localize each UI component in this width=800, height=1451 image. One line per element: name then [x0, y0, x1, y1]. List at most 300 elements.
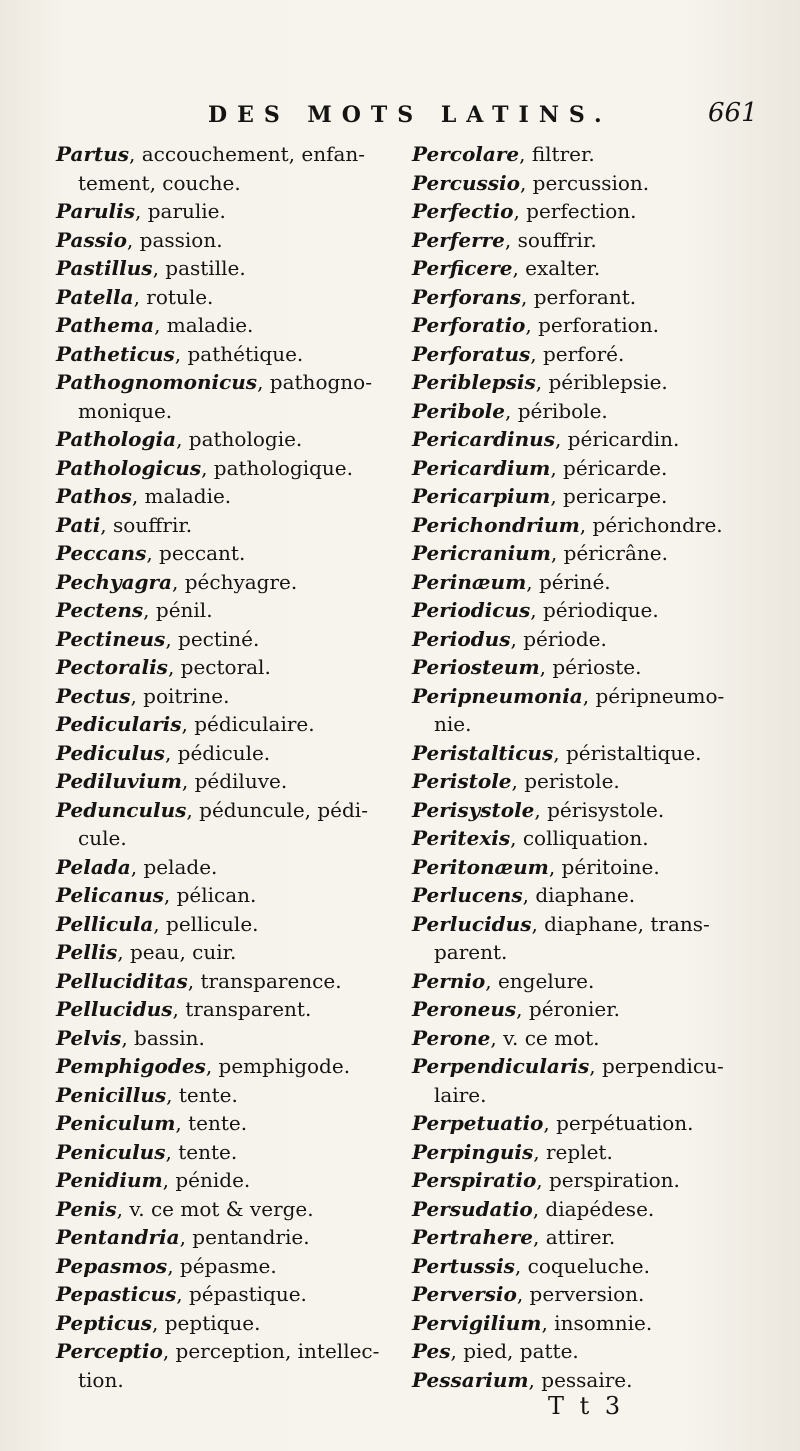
- entry-term: Pernio: [412, 968, 486, 993]
- entry-gloss: , pénil.: [143, 598, 213, 622]
- entry-term: Pectineus: [56, 626, 166, 651]
- dictionary-entry: [412, 739, 782, 768]
- dictionary-entry: [56, 1138, 406, 1167]
- dictionary-entry: [56, 938, 406, 967]
- entry-line: [56, 1026, 205, 1050]
- dictionary-entry: [412, 226, 782, 255]
- dictionary-entry: [56, 767, 406, 796]
- right-column: [412, 140, 782, 1394]
- entry-line: [412, 826, 649, 850]
- entry-term: Pepasmos: [56, 1253, 168, 1278]
- signature-mark: T t 3: [548, 1392, 625, 1420]
- entry-line: [56, 684, 229, 708]
- entry-term: Penidium: [56, 1168, 163, 1192]
- entry-term: Pertussis: [412, 1253, 515, 1278]
- entry-gloss: , coqueluche.: [514, 1253, 650, 1278]
- entry-term: Peroneus: [412, 997, 517, 1021]
- entry-line: [56, 484, 231, 508]
- entry-line: [412, 1111, 694, 1135]
- entry-term: Pelvis: [56, 1025, 122, 1050]
- dictionary-entry: [56, 1309, 406, 1338]
- entry-gloss: , transparent.: [172, 997, 312, 1021]
- entry-line: [412, 1339, 579, 1363]
- entry-line: [56, 883, 256, 907]
- entry-gloss: , péripneumo-: [582, 683, 725, 708]
- entry-term: Pepticus: [56, 1310, 153, 1335]
- entry-line: [412, 684, 724, 708]
- entry-line: [412, 627, 607, 651]
- entry-line: [412, 427, 679, 451]
- entry-term: Pericranium: [412, 541, 551, 565]
- entry-gloss: , péritoine.: [548, 854, 660, 879]
- entry-line: [412, 142, 595, 166]
- entry-line: [412, 741, 701, 765]
- dictionary-entry: [56, 311, 406, 340]
- dictionary-entry: [412, 1166, 782, 1195]
- entry-gloss: , poitrine.: [130, 683, 230, 708]
- dictionary-entry: [56, 625, 406, 654]
- entry-line: [56, 370, 372, 394]
- dictionary-entry: [56, 967, 406, 996]
- entry-line: [412, 598, 659, 622]
- dictionary-entry: [412, 967, 782, 996]
- dictionary-entry: [412, 482, 782, 511]
- entry-gloss: , périoste.: [539, 655, 642, 679]
- entry-gloss: , périné.: [526, 569, 611, 594]
- entry-term: Peritonæum: [412, 854, 549, 879]
- entry-gloss: , diaphane.: [522, 883, 636, 907]
- entry-line: [56, 741, 270, 765]
- entry-line: [56, 598, 213, 622]
- dictionary-entry: [56, 140, 406, 197]
- entry-line: [56, 513, 192, 537]
- dictionary-entry: [412, 853, 782, 882]
- dictionary-entry: [56, 596, 406, 625]
- entry-gloss: , pépasme.: [167, 1253, 277, 1278]
- dictionary-entry: [412, 910, 782, 967]
- entry-gloss: , rotule.: [133, 284, 214, 309]
- entry-line: [56, 456, 353, 480]
- entry-gloss: , diapédese.: [532, 1196, 655, 1221]
- entry-line: [412, 228, 597, 252]
- entry-line: [412, 456, 667, 480]
- entry-gloss: , engelure.: [485, 968, 595, 993]
- entry-term: Peribole: [412, 398, 506, 423]
- entry-line: [56, 1111, 247, 1135]
- entry-gloss: , insomnie.: [541, 1310, 653, 1335]
- entry-line: [56, 313, 253, 337]
- entry-gloss: , perpétuation.: [543, 1111, 694, 1135]
- entry-line: [56, 912, 259, 936]
- entry-term: Perforans: [412, 284, 522, 309]
- entry-line: [412, 256, 600, 280]
- entry-line: [56, 199, 226, 223]
- entry-line: [412, 969, 594, 993]
- entry-line: [56, 1282, 307, 1306]
- dictionary-entry: [412, 311, 782, 340]
- entry-term: Pediluvium: [56, 769, 182, 793]
- entry-continuation: nie.: [434, 712, 472, 736]
- dictionary-entry: [56, 1109, 406, 1138]
- dictionary-entry: [56, 710, 406, 739]
- entry-gloss: , péricrâne.: [550, 541, 668, 565]
- entry-line: [412, 313, 659, 337]
- entry-term: Patheticus: [56, 341, 175, 366]
- dictionary-entry: [412, 1024, 782, 1053]
- entry-term: Perinæum: [412, 569, 527, 594]
- entry-term: Persudatio: [412, 1196, 533, 1221]
- entry-term: Perceptio: [56, 1339, 163, 1363]
- dictionary-entry: [56, 368, 406, 425]
- entry-term: Pedicularis: [56, 712, 182, 736]
- entry-term: Perpetuatio: [412, 1111, 544, 1135]
- entry-line: [56, 798, 368, 822]
- dictionary-entry: [56, 1252, 406, 1281]
- dictionary-entry: [412, 625, 782, 654]
- entry-gloss: , peau, cuir.: [117, 940, 237, 964]
- entry-gloss: , exalter.: [512, 256, 601, 280]
- entry-gloss: , péduncule, pédi-: [186, 797, 368, 822]
- entry-line: [56, 969, 342, 993]
- entry-line: [412, 171, 649, 195]
- dictionary-entry: [412, 1366, 782, 1395]
- entry-line: [56, 712, 315, 736]
- entry-continuation: parent.: [434, 940, 508, 964]
- dictionary-entry: [56, 425, 406, 454]
- entry-gloss: , passion.: [126, 227, 223, 252]
- dictionary-entry: [412, 511, 782, 540]
- entry-gloss: , percussion.: [519, 170, 650, 195]
- entry-gloss: , maladie.: [154, 313, 254, 337]
- dictionary-entry: [412, 1138, 782, 1167]
- dictionary-entry: [412, 197, 782, 226]
- dictionary-entry: [56, 1024, 406, 1053]
- entry-term: Pericardinus: [412, 427, 555, 451]
- dictionary-entry: [56, 1081, 406, 1110]
- entry-line: [412, 370, 668, 394]
- entry-gloss: , pemphigode.: [205, 1054, 351, 1078]
- entry-gloss: , replet.: [533, 1139, 613, 1164]
- entry-gloss: , périodique.: [530, 598, 659, 622]
- entry-line: [412, 570, 611, 594]
- entry-term: Peniculus: [56, 1139, 166, 1164]
- dictionary-entry: [412, 1223, 782, 1252]
- dictionary-entry: [56, 739, 406, 768]
- dictionary-entry: [56, 1223, 406, 1252]
- entry-term: Peristalticus: [412, 740, 554, 765]
- entry-term: Pericarpium: [412, 484, 551, 508]
- entry-gloss: , diaphane, trans-: [531, 911, 710, 936]
- entry-gloss: , tente.: [175, 1111, 248, 1135]
- entry-gloss: , pectiné.: [165, 626, 260, 651]
- entry-line: [56, 142, 365, 166]
- entry-term: Pes: [412, 1339, 451, 1363]
- entry-line: [412, 883, 635, 907]
- entry-term: Pathognomonicus: [56, 370, 258, 394]
- dictionary-entry: [412, 682, 782, 739]
- entry-gloss: , période.: [510, 626, 607, 651]
- entry-gloss: , perforation.: [525, 313, 659, 337]
- entry-term: Perone: [412, 1025, 491, 1050]
- dictionary-entry: [56, 995, 406, 1024]
- entry-line: [56, 228, 223, 252]
- dictionary-entry: [56, 1166, 406, 1195]
- entry-term: Pectoralis: [56, 655, 168, 679]
- entry-term: Pervigilium: [412, 1310, 542, 1335]
- dictionary-entry: [412, 169, 782, 198]
- entry-term: Perforatio: [412, 313, 526, 337]
- dictionary-entry: [56, 1280, 406, 1309]
- dictionary-entry: [412, 596, 782, 625]
- entry-term: Periodus: [412, 626, 511, 651]
- entry-term: Pati: [56, 512, 101, 537]
- entry-term: Patella: [56, 284, 134, 309]
- entry-gloss: , pied, patte.: [450, 1339, 579, 1363]
- dictionary-entry: [56, 910, 406, 939]
- dictionary-entry: [56, 340, 406, 369]
- dictionary-entry: [412, 881, 782, 910]
- entry-gloss: , péricardin.: [554, 427, 680, 451]
- dictionary-entry: [56, 482, 406, 511]
- entry-gloss: , souffrir.: [100, 512, 193, 537]
- entry-term: Pellis: [56, 940, 118, 964]
- entry-term: Pastillus: [56, 256, 153, 280]
- dictionary-entry: [412, 397, 782, 426]
- entry-gloss: , pathétique.: [174, 341, 304, 366]
- entry-line: [412, 997, 620, 1021]
- dictionary-entry: [56, 283, 406, 312]
- entry-term: Perpinguis: [412, 1139, 534, 1164]
- entry-line: [56, 655, 271, 679]
- entry-line: [56, 940, 236, 964]
- dictionary-entry: [56, 254, 406, 283]
- entry-term: Penis: [56, 1196, 117, 1221]
- entry-line: [56, 1054, 350, 1078]
- entry-line: [412, 1254, 650, 1278]
- dictionary-entry: [412, 767, 782, 796]
- entry-line: [56, 769, 287, 793]
- entry-gloss: , accouchement, enfan-: [129, 142, 366, 166]
- entry-line: [56, 627, 259, 651]
- entry-gloss: , perpendicu-: [589, 1054, 724, 1078]
- dictionary-entry: [56, 539, 406, 568]
- entry-gloss: , bassin.: [121, 1025, 205, 1050]
- entry-term: Periblepsis: [412, 370, 536, 394]
- dictionary-entry: [412, 1337, 782, 1366]
- entry-gloss: , attirer.: [533, 1225, 616, 1249]
- entry-gloss: , pédiluve.: [181, 769, 288, 793]
- entry-continuation: laire.: [434, 1082, 487, 1107]
- entry-term: Penicillus: [56, 1082, 167, 1107]
- entry-line: [56, 855, 217, 879]
- entry-continuation: tement, couche.: [78, 170, 241, 195]
- dictionary-entry: [412, 454, 782, 483]
- dictionary-entry: [56, 1052, 406, 1081]
- entry-term: Perforatus: [412, 341, 531, 366]
- entry-term: Pathos: [56, 484, 132, 508]
- entry-gloss: , pépastique.: [176, 1282, 307, 1306]
- running-title: DES MOTS LATINS.: [208, 102, 612, 128]
- entry-line: [412, 1368, 633, 1392]
- entry-line: [412, 1054, 724, 1078]
- entry-line: [56, 1140, 237, 1164]
- entry-term: Peniculum: [56, 1111, 176, 1135]
- entry-gloss: , périchondre.: [579, 512, 723, 537]
- dictionary-entry: [412, 995, 782, 1024]
- entry-gloss: , perforé.: [530, 341, 625, 366]
- entry-term: Perspiratio: [412, 1168, 537, 1192]
- entry-gloss: , parulie.: [135, 199, 226, 223]
- entry-gloss: , pericarpe.: [550, 484, 668, 508]
- entry-gloss: , transparence.: [187, 968, 342, 993]
- entry-line: [412, 912, 710, 936]
- entry-continuation: monique.: [78, 398, 173, 423]
- dictionary-entry: [412, 539, 782, 568]
- entry-line: [412, 1197, 654, 1221]
- dictionary-entry: [412, 1109, 782, 1138]
- dictionary-entry: [56, 1337, 406, 1394]
- entry-gloss: , peptique.: [152, 1310, 261, 1335]
- entry-line: [412, 1225, 615, 1249]
- entry-term: Pectens: [56, 598, 144, 622]
- entry-gloss: , pélican.: [163, 883, 257, 907]
- entry-line: [412, 285, 636, 309]
- entry-gloss: , péribole.: [505, 398, 608, 423]
- entry-term: Perlucens: [412, 883, 523, 907]
- entry-term: Pedunculus: [56, 797, 187, 822]
- entry-line: [412, 199, 637, 223]
- dictionary-entry: [412, 824, 782, 853]
- entry-gloss: , peristole.: [511, 769, 620, 793]
- entry-line: [56, 285, 213, 309]
- dictionary-entry: [412, 254, 782, 283]
- entry-term: Periodicus: [412, 598, 531, 622]
- entry-gloss: , perforant.: [521, 284, 637, 309]
- entry-term: Pemphigodes: [56, 1054, 206, 1078]
- entry-term: Partus: [56, 142, 130, 166]
- entry-term: Peristole: [412, 769, 512, 793]
- dictionary-entry: [56, 226, 406, 255]
- entry-term: Pentandria: [56, 1225, 180, 1249]
- entry-term: Perversio: [412, 1282, 517, 1306]
- dictionary-entry: [412, 568, 782, 597]
- entry-term: Pelluciditas: [56, 968, 188, 993]
- entry-term: Pathema: [56, 313, 155, 337]
- entry-term: Pathologia: [56, 427, 177, 451]
- entry-gloss: , périblepsie.: [535, 370, 668, 394]
- entry-term: Perficere: [412, 256, 513, 280]
- entry-gloss: , maladie.: [131, 484, 232, 508]
- entry-term: Peripneumonia: [412, 683, 583, 708]
- entry-term: Pepasticus: [56, 1282, 177, 1306]
- entry-gloss: , perversion.: [516, 1282, 645, 1306]
- entry-gloss: , pathogno-: [257, 370, 372, 394]
- entry-term: Pediculus: [56, 740, 165, 765]
- entry-line: [56, 1197, 314, 1221]
- entry-line: [412, 1026, 600, 1050]
- entry-line: [412, 1311, 652, 1335]
- entry-term: Perferre: [412, 227, 505, 252]
- entry-term: Perpendicularis: [412, 1054, 590, 1078]
- dictionary-entry: [56, 682, 406, 711]
- entry-gloss: , péchyagre.: [172, 569, 298, 594]
- dictionary-entry: [412, 796, 782, 825]
- entry-term: Perlucidus: [412, 911, 532, 936]
- entry-continuation: tion.: [78, 1367, 124, 1392]
- dictionary-entry: [412, 1309, 782, 1338]
- entry-line: [412, 399, 608, 423]
- entry-gloss: , pénide.: [162, 1168, 251, 1192]
- dictionary-entry: [56, 568, 406, 597]
- dictionary-entry: [56, 853, 406, 882]
- entry-line: [412, 484, 667, 508]
- left-column: [56, 140, 406, 1394]
- entry-term: Percolare: [412, 142, 520, 166]
- entry-term: Periosteum: [412, 655, 540, 679]
- dictionary-entry: [412, 1252, 782, 1281]
- entry-term: Pellucidus: [56, 997, 173, 1021]
- entry-line: [412, 1282, 644, 1306]
- entry-line: [56, 1339, 379, 1363]
- entry-term: Passio: [56, 227, 127, 252]
- dictionary-entry: [56, 796, 406, 853]
- entry-line: [56, 1225, 310, 1249]
- entry-line: [412, 769, 620, 793]
- dictionary-entry: [412, 1195, 782, 1224]
- entry-term: Perisystole: [412, 797, 535, 822]
- entry-term: Pelada: [56, 854, 131, 879]
- entry-term: Pericardium: [412, 455, 551, 480]
- entry-gloss: , colliquation.: [510, 826, 649, 850]
- entry-line: [412, 342, 624, 366]
- entry-continuation: cule.: [78, 826, 127, 850]
- entry-gloss: , pentandrie.: [179, 1225, 310, 1249]
- entry-gloss: , v. ce mot & verge.: [116, 1196, 314, 1221]
- entry-term: Pellicula: [56, 911, 154, 936]
- entry-line: [56, 256, 246, 280]
- entry-line: [56, 427, 302, 451]
- entry-gloss: , pessaire.: [528, 1367, 633, 1392]
- entry-line: [56, 570, 297, 594]
- entry-term: Pectus: [56, 683, 131, 708]
- dictionary-entry: [412, 283, 782, 312]
- entry-term: Perfectio: [412, 199, 514, 223]
- dictionary-entry: [56, 653, 406, 682]
- dictionary-entry: [56, 511, 406, 540]
- entry-line: [412, 1168, 680, 1192]
- entry-line: [412, 513, 723, 537]
- entry-term: Pelicanus: [56, 883, 164, 907]
- entry-gloss: , pédiculaire.: [181, 712, 315, 736]
- entry-term: Pessarium: [412, 1367, 529, 1392]
- dictionary-entry: [412, 140, 782, 169]
- entry-term: Perichondrium: [412, 512, 580, 537]
- entry-line: [56, 1311, 261, 1335]
- dictionary-entry: [412, 653, 782, 682]
- dictionary-entry: [412, 1052, 782, 1109]
- dictionary-entry: [56, 197, 406, 226]
- page-number: 661: [708, 98, 758, 128]
- entry-gloss: , péronier.: [516, 997, 620, 1021]
- entry-gloss: , tente.: [166, 1082, 238, 1107]
- page-header: [0, 98, 800, 138]
- entry-term: Pechyagra: [56, 569, 173, 594]
- entry-line: [56, 541, 245, 565]
- entry-gloss: , pectoral.: [167, 655, 271, 679]
- entry-line: [56, 1168, 250, 1192]
- entry-gloss: , pellicule.: [153, 911, 259, 936]
- entry-line: [412, 1140, 613, 1164]
